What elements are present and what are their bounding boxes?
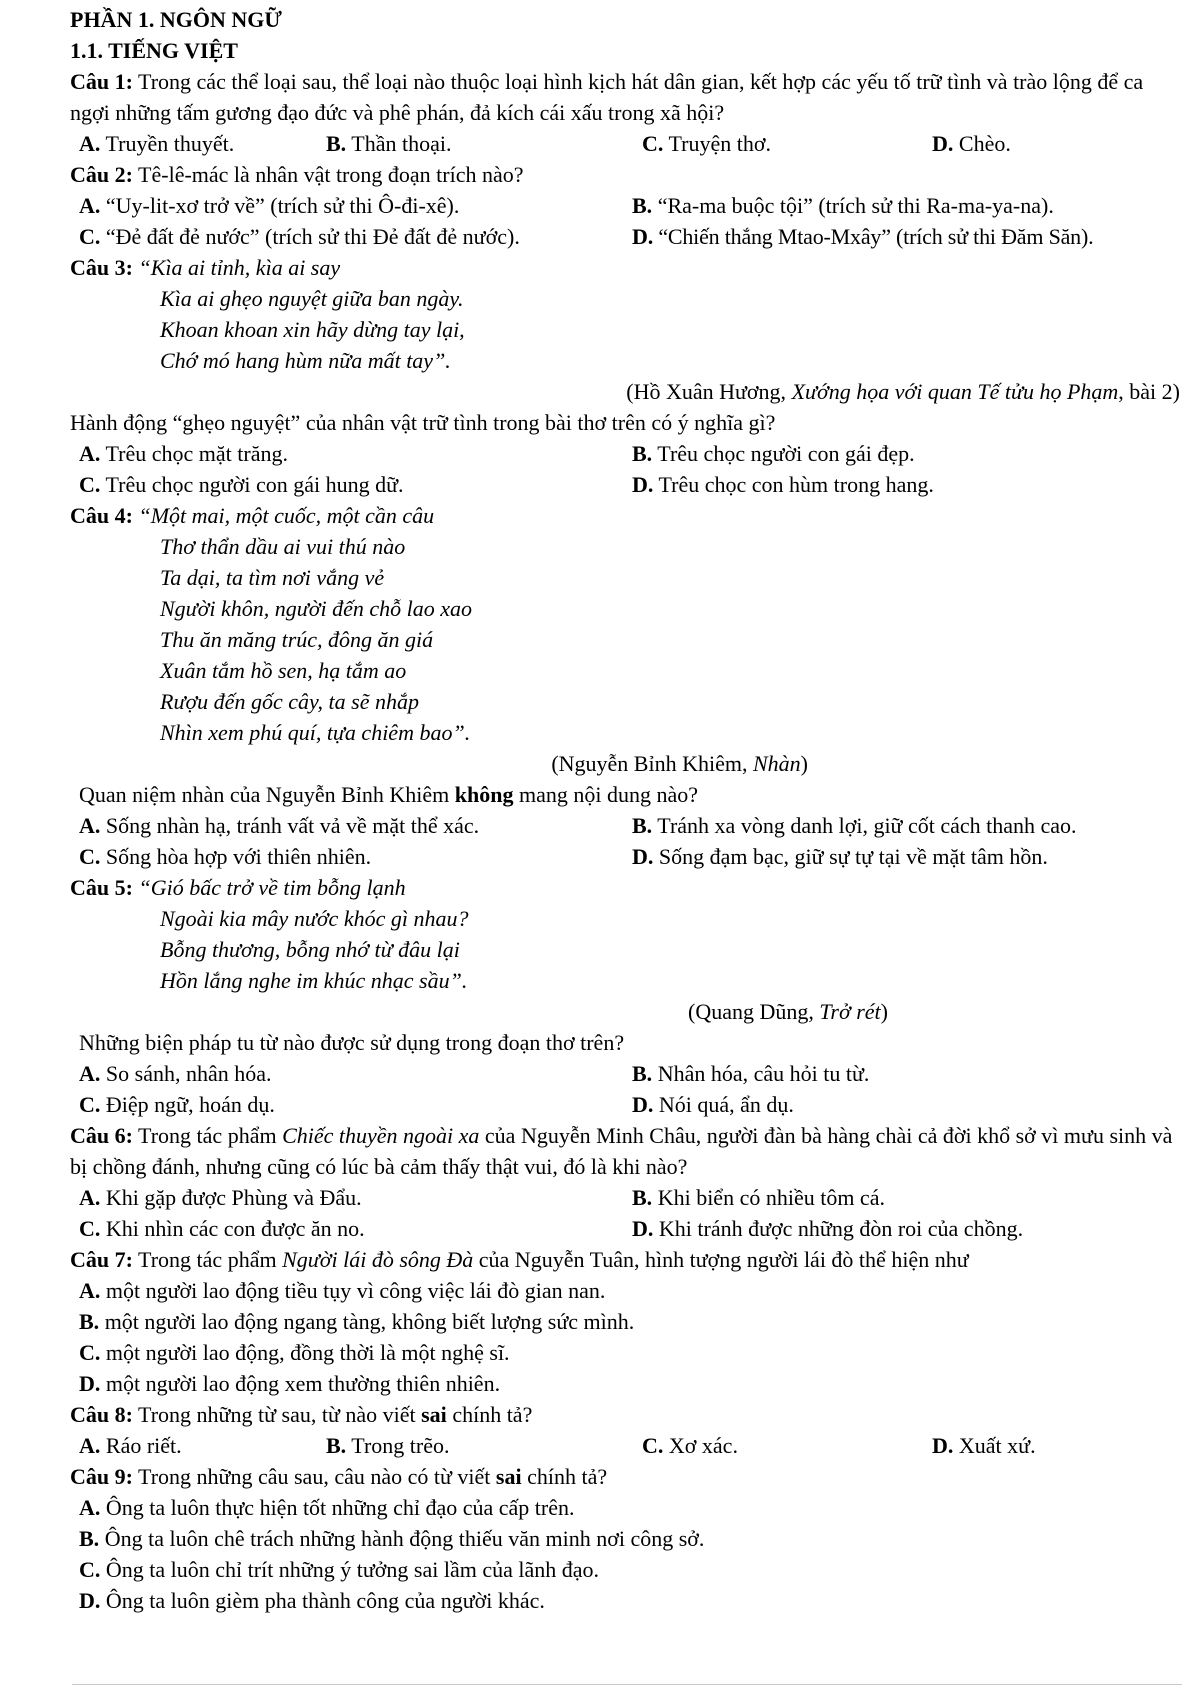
- options-row: [70, 1213, 1188, 1244]
- option-a: A. Trêu chọc mặt trăng.: [79, 441, 288, 466]
- bottom-divider: [72, 1684, 1182, 1685]
- option-b: B. một người lao động ngang tàng, không biết lượng sức mình.: [79, 1309, 635, 1334]
- poem-line: Nhìn xem phú quí, tựa chiêm bao”.: [160, 720, 471, 745]
- option-a: A. một người lao động tiều tụy vì công việc lái đò gian nan.: [79, 1278, 606, 1303]
- option-c: C. Ông ta luôn chỉ trít những ý tưởng sai lầm của lãnh đạo.: [79, 1557, 599, 1582]
- option-c: C. “Đẻ đất đẻ nước” (trích sử thi Đẻ đất đẻ nước).: [79, 224, 520, 249]
- option-a: A. So sánh, nhân hóa.: [79, 1061, 272, 1086]
- question-text: Những biện pháp tu từ nào được sử dụng trong đoạn thơ trên?: [79, 1030, 625, 1055]
- question-9: Câu 9: Trong những câu sau, câu nào có từ viết sai chính tả?: [70, 1464, 608, 1489]
- question-4: [70, 500, 1188, 872]
- question-text: Tê-lê-mác là nhân vật trong đoạn trích nào?: [132, 162, 524, 187]
- option-a: A. “Uy-lit-xơ trở về” (trích sử thi Ô-đi-xê).: [79, 193, 460, 218]
- poem-source: (Quang Dũng, Trở rét): [688, 999, 888, 1024]
- question-7: Câu 7: Trong tác phẩm Người lái đò sông Đà của Nguyễn Tuân, hình tượng người lái đò thể hiện như: [70, 1247, 969, 1272]
- option-d: D. “Chiến thắng Mtao-Mxây” (trích sử thi Đăm Săn).: [632, 224, 1094, 249]
- poem-line: Câu 3: “Kìa ai tỉnh, kìa ai say: [70, 255, 341, 280]
- question-text: Hành động “ghẹo nguyệt” của nhân vật trữ tình trong bài thơ trên có ý nghĩa gì?: [70, 410, 776, 435]
- option-d: D. Chèo.: [932, 131, 1011, 156]
- option-b: B. Thần thoại.: [326, 131, 452, 156]
- option-c: C. Khi nhìn các con được ăn no.: [79, 1216, 365, 1241]
- question-label: Câu 2:: [70, 162, 133, 187]
- option-c: C. Điệp ngữ, hoán dụ.: [79, 1092, 275, 1117]
- options-row: [70, 810, 1188, 841]
- options-row: [70, 438, 1188, 469]
- option-b: B. Tránh xa vòng danh lợi, giữ cốt cách thanh cao.: [632, 813, 1077, 838]
- option-a: A. Khi gặp được Phùng và Đẩu.: [79, 1185, 362, 1210]
- poem-line: Chớ mó hang hùm nữa mất tay”.: [160, 348, 451, 373]
- option-a: A. Ráo riết.: [79, 1433, 182, 1458]
- question-label: Câu 1:: [70, 69, 133, 94]
- poem-source: (Nguyễn Bỉnh Khiêm, Nhàn): [551, 751, 808, 776]
- poem-line: Bỗng thương, bỗng nhớ từ đâu lại: [160, 937, 460, 962]
- poem-line: Ta dại, ta tìm nơi vắng vẻ: [160, 565, 385, 590]
- option-a: A. Sống nhàn hạ, tránh vất vả về mặt thể xác.: [79, 813, 480, 838]
- options-row: [70, 469, 1188, 500]
- option-b: B. Khi biển có nhiều tôm cá.: [632, 1185, 885, 1210]
- option-d: D. Nói quá, ẩn dụ.: [632, 1092, 794, 1117]
- options-row: [70, 841, 1188, 872]
- option-b: B. Nhân hóa, câu hỏi tu từ.: [632, 1061, 870, 1086]
- option-c: C. Xơ xác.: [642, 1433, 738, 1458]
- poem-line: Khoan khoan xin hãy dừng tay lại,: [160, 317, 465, 342]
- poem-line: Người khôn, người đến chỗ lao xao: [160, 596, 473, 621]
- section-title: 1.1. TIẾNG VIỆT: [70, 38, 238, 63]
- poem-line: Ngoài kia mây nước khóc gì nhau?: [160, 906, 469, 931]
- question-text: Quan niệm nhàn của Nguyễn Bỉnh Khiêm không mang nội dung nào?: [79, 782, 699, 807]
- poem-line: Hồn lắng nghe im khúc nhạc sầu”.: [160, 968, 468, 993]
- poem-line: Câu 4: “Một mai, một cuốc, một cần câu: [70, 503, 435, 528]
- exam-page: [70, 4, 1188, 1616]
- question-3: [70, 252, 1188, 500]
- poem-line: Câu 5: “Gió bấc trở về tim bỗng lạnh: [70, 875, 406, 900]
- option-c: C. Trêu chọc người con gái hung dữ.: [79, 472, 404, 497]
- option-b: B. Trêu chọc người con gái đẹp.: [632, 441, 915, 466]
- poem-line: Xuân tắm hồ sen, hạ tắm ao: [160, 658, 407, 683]
- options-row: [70, 1089, 1188, 1120]
- options-row: [70, 1058, 1188, 1089]
- options-row: [70, 1430, 1188, 1461]
- options-row: [70, 221, 1188, 252]
- poem-source: (Hồ Xuân Hương, Xướng họa với quan Tế tửu họ Phạm, bài 2): [626, 379, 1180, 404]
- question-2: [70, 159, 1188, 190]
- option-b: B. “Ra-ma buộc tội” (trích sử thi Ra-ma-ya-na).: [632, 193, 1054, 218]
- question-6: Câu 6: Trong tác phẩm Chiếc thuyền ngoài xa của Nguyễn Minh Châu, người đàn bà hàng chài cả đời khổ sở vì mưu sinh và bị chồng đánh, nhưng cũng có lúc bà cảm thấy thật vui, đó là khi nào?: [70, 1123, 1173, 1179]
- question-5: [70, 872, 1188, 1120]
- poem-line: Thu ăn măng trúc, đông ăn giá: [160, 627, 434, 652]
- options-row: [70, 1182, 1188, 1213]
- option-d: D. Ông ta luôn gièm pha thành công của người khác.: [79, 1588, 545, 1613]
- options-row: [70, 190, 1188, 221]
- option-c: C. Sống hòa hợp với thiên nhiên.: [79, 844, 372, 869]
- option-d: D. một người lao động xem thường thiên nhiên.: [79, 1371, 501, 1396]
- option-d: D. Sống đạm bạc, giữ sự tự tại về mặt tâm hồn.: [632, 844, 1048, 869]
- option-d: D. Xuất xứ.: [932, 1433, 1036, 1458]
- part-title: PHẦN 1. NGÔN NGỮ: [70, 7, 282, 32]
- question-text: Trong các thể loại sau, thể loại nào thuộc loại hình kịch hát dân gian, kết hợp các yếu tố trữ tình và trào lộng để ca ngợi những tấm gương đạo đức và phê phán, đả kích cái xấu trong xã hội?: [70, 69, 1144, 125]
- poem-line: Kìa ai ghẹo nguyệt giữa ban ngày.: [160, 286, 464, 311]
- poem-line: Rượu đến gốc cây, ta sẽ nhắp: [160, 689, 419, 714]
- option-a: A. Ông ta luôn thực hiện tốt những chỉ đạo của cấp trên.: [79, 1495, 575, 1520]
- option-c: C. một người lao động, đồng thời là một nghệ sĩ.: [79, 1340, 510, 1365]
- option-c: C. Truyện thơ.: [642, 131, 772, 156]
- option-b: B. Ông ta luôn chê trách những hành động thiếu văn minh nơi công sở.: [79, 1526, 705, 1551]
- option-d: D. Khi tránh được những đòn roi của chồng.: [632, 1216, 1024, 1241]
- options-row: [70, 128, 1188, 159]
- question-8: Câu 8: Trong những từ sau, từ nào viết sai chính tả?: [70, 1402, 533, 1427]
- question-1: [70, 66, 1188, 128]
- option-a: A. Truyền thuyết.: [79, 131, 235, 156]
- poem-line: Thơ thẩn dầu ai vui thú nào: [160, 534, 406, 559]
- option-d: D. Trêu chọc con hùm trong hang.: [632, 472, 934, 497]
- option-b: B. Trong trẽo.: [326, 1433, 450, 1458]
